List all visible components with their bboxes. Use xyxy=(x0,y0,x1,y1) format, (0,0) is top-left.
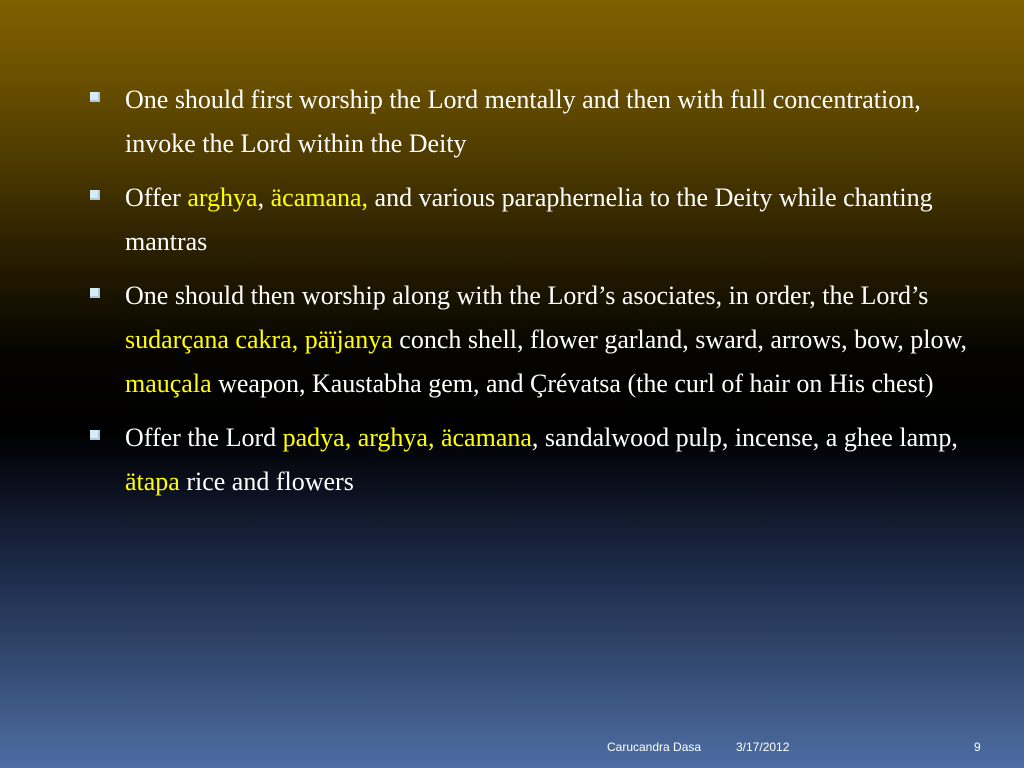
bullet-item xyxy=(88,416,968,504)
text-segment: , xyxy=(257,183,271,212)
text-segment: and various paraphernelia to the Deity while chanting mantras xyxy=(125,183,933,256)
text-segment: Offer the Lord xyxy=(125,423,283,452)
bullet-item xyxy=(88,176,968,264)
bullet-item xyxy=(88,78,968,166)
square-bullet-icon xyxy=(90,430,100,440)
footer-author: Carucandra Dasa xyxy=(607,740,702,754)
bullet-text xyxy=(125,281,967,398)
bullet-list xyxy=(88,78,968,514)
footer-date: 3/17/2012 xyxy=(736,740,790,754)
bullet-text xyxy=(125,183,933,256)
text-segment: One should first worship the Lord mentally and then with full concentration, invoke the Lord within the Deity xyxy=(125,85,921,158)
text-segment: , sandalwood pulp, incense, a ghee lamp, xyxy=(531,423,958,452)
square-bullet-icon xyxy=(90,92,100,102)
highlighted-term: äcamana, xyxy=(270,183,369,212)
text-segment: conch shell, flower garland, sward, arrows, bow, plow, xyxy=(392,325,968,354)
square-bullet-icon xyxy=(90,288,100,298)
text-segment: rice and flowers xyxy=(179,467,354,496)
highlighted-term: sudarçana cakra, päïjanya xyxy=(125,325,393,354)
highlighted-term: ätapa xyxy=(125,467,180,496)
bullet-text xyxy=(125,423,958,496)
square-bullet-icon xyxy=(90,190,100,200)
highlighted-term: padya, arghya, äcamana xyxy=(282,423,532,452)
bullet-text xyxy=(125,85,921,158)
highlighted-term: arghya xyxy=(187,183,258,212)
bullet-item xyxy=(88,274,968,406)
highlighted-term: mauçala xyxy=(125,369,212,398)
text-segment: One should then worship along with the Lord’s asociates, in order, the Lord’s xyxy=(125,281,929,310)
text-segment: weapon, Kaustabha gem, and Çrévatsa (the curl of hair on His chest) xyxy=(211,369,934,398)
text-segment: Offer xyxy=(125,183,188,212)
footer-page-number: 9 xyxy=(974,740,981,754)
